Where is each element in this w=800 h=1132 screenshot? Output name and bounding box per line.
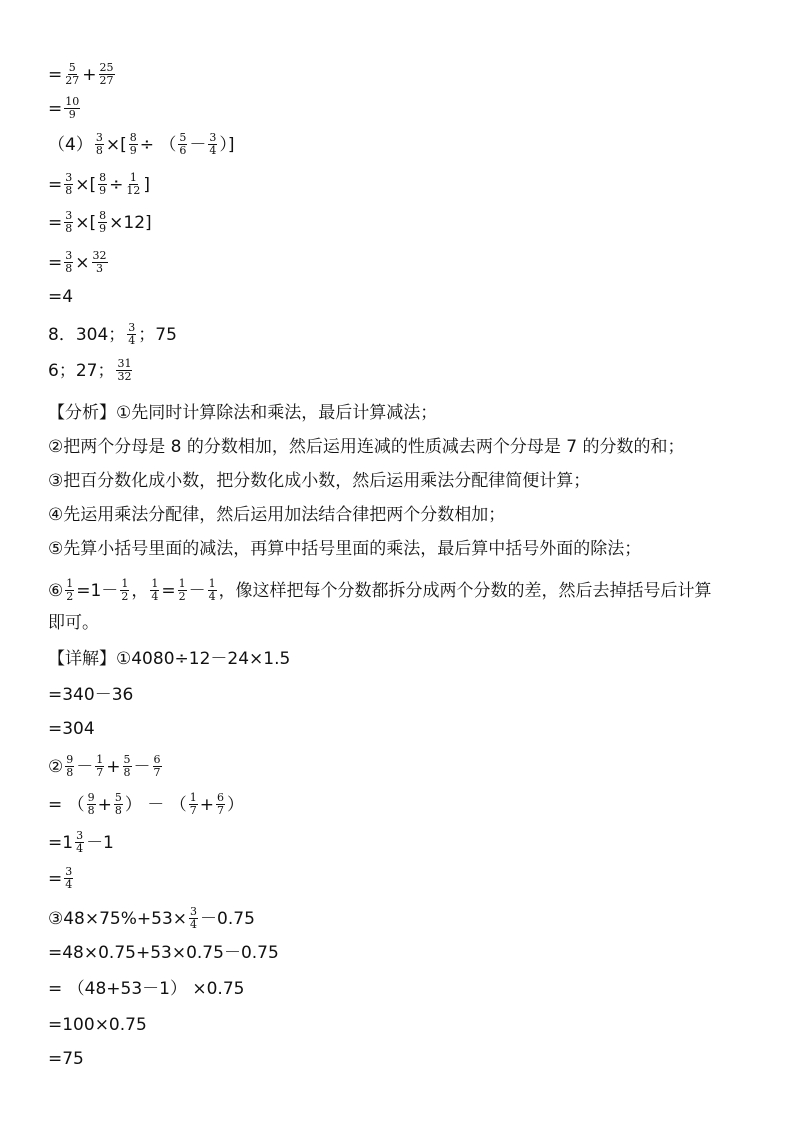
text-segment: ②把两个分母是 8 的分数相加，然后运用连减的性质减去两个分母是 7 的分数的和； xyxy=(48,437,685,457)
fraction xyxy=(64,62,80,87)
fraction-denominator: 8 xyxy=(114,804,122,817)
text-segment: ×[ xyxy=(75,174,97,195)
text-segment: 8．304； xyxy=(48,324,126,345)
text-segment: － xyxy=(188,580,206,601)
fraction-denominator: 2 xyxy=(66,590,74,603)
fraction xyxy=(65,754,74,779)
text-line xyxy=(48,792,244,817)
fraction-denominator: 6 xyxy=(179,144,187,157)
fraction xyxy=(208,578,217,603)
text-line xyxy=(48,402,437,424)
text-segment: ⑥ xyxy=(48,580,64,601)
fraction-denominator: 9 xyxy=(68,108,76,121)
text-segment: = （ xyxy=(48,794,85,815)
fraction-numerator: 5 xyxy=(123,753,131,766)
fraction xyxy=(150,578,159,603)
text-line xyxy=(48,96,82,121)
fraction-denominator: 4 xyxy=(76,842,84,855)
text-line xyxy=(48,942,279,964)
text-line xyxy=(48,470,590,492)
fraction-denominator: 8 xyxy=(87,804,95,817)
text-line xyxy=(48,132,235,157)
fraction xyxy=(98,172,107,197)
text-segment: ④先运用乘法分配律，然后运用加法结合律把两个分数相加； xyxy=(48,505,506,525)
fraction-numerator: 3 xyxy=(65,171,73,184)
fraction-numerator: 3 xyxy=(209,131,217,144)
text-line xyxy=(48,358,134,383)
text-line xyxy=(48,684,133,706)
fraction-denominator: 2 xyxy=(121,590,129,603)
fraction-numerator: 5 xyxy=(179,131,187,144)
text-segment: 【分析】①先同时计算除法和乘法，最后计算减法； xyxy=(48,403,438,423)
text-segment: －0.75 xyxy=(200,908,255,929)
fraction xyxy=(189,792,198,817)
fraction-denominator: 9 xyxy=(99,222,107,235)
fraction-denominator: 7 xyxy=(96,766,104,779)
fraction-denominator: 7 xyxy=(153,766,161,779)
fraction-numerator: 1 xyxy=(96,753,104,766)
fraction xyxy=(95,132,104,157)
text-segment: = xyxy=(48,252,63,273)
text-line xyxy=(48,978,244,1000)
text-segment: =48×0.75+53×0.75－0.75 xyxy=(48,943,279,963)
fraction xyxy=(64,866,73,891)
fraction-denominator: 2 xyxy=(178,590,186,603)
fraction xyxy=(64,96,80,121)
text-segment: （4） xyxy=(48,134,93,155)
fraction-numerator: 10 xyxy=(65,95,80,108)
text-segment: =100×0.75 xyxy=(48,1015,147,1035)
fraction-numerator: 1 xyxy=(178,577,186,590)
text-segment: + xyxy=(82,64,97,85)
fraction-numerator: 3 xyxy=(65,249,73,262)
text-line xyxy=(48,504,505,526)
fraction-denominator: 7 xyxy=(189,804,197,817)
fraction-numerator: 1 xyxy=(189,791,197,804)
fraction-denominator: 9 xyxy=(129,144,137,157)
text-line xyxy=(48,866,75,891)
text-segment: =4 xyxy=(48,287,74,307)
text-line xyxy=(48,830,114,855)
text-segment: ；75 xyxy=(138,324,177,345)
fraction-denominator: 8 xyxy=(65,222,73,235)
fraction-denominator: 9 xyxy=(99,184,107,197)
fraction-numerator: 3 xyxy=(65,865,73,878)
text-segment: ÷ （ xyxy=(139,134,177,155)
text-segment: － xyxy=(76,756,94,777)
fraction-numerator: 1 xyxy=(121,577,129,590)
fraction-numerator: 5 xyxy=(68,61,76,74)
fraction xyxy=(92,250,108,275)
fraction-denominator: 7 xyxy=(216,804,224,817)
text-segment: －1 xyxy=(86,832,114,853)
fraction-denominator: 27 xyxy=(65,74,80,87)
fraction xyxy=(116,358,132,383)
text-segment: ） xyxy=(226,794,244,815)
fraction-numerator: 1 xyxy=(151,577,159,590)
fraction xyxy=(216,792,225,817)
fraction-numerator: 9 xyxy=(87,791,95,804)
fraction-denominator: 4 xyxy=(190,918,198,931)
text-segment: + xyxy=(106,756,121,777)
fraction xyxy=(99,62,115,87)
text-segment: ，像这样把每个分数都拆分成两个分数的差，然后去掉括号后计算 xyxy=(218,580,712,601)
text-segment: ÷ xyxy=(109,174,124,195)
text-segment: ×[ xyxy=(75,212,97,233)
fraction-numerator: 3 xyxy=(190,905,198,918)
text-segment: = xyxy=(48,64,63,85)
fraction xyxy=(178,578,187,603)
fraction-numerator: 8 xyxy=(99,209,107,222)
fraction-numerator: 6 xyxy=(216,791,224,804)
fraction-denominator: 4 xyxy=(208,590,216,603)
text-segment: = xyxy=(48,174,63,195)
fraction xyxy=(65,578,74,603)
text-segment: 即可。 xyxy=(48,613,99,633)
text-line xyxy=(48,436,685,458)
fraction xyxy=(98,210,107,235)
fraction xyxy=(129,132,138,157)
fraction xyxy=(64,172,73,197)
text-line xyxy=(48,286,73,308)
fraction-numerator: 32 xyxy=(92,249,107,262)
fraction xyxy=(208,132,217,157)
fraction-numerator: 25 xyxy=(99,61,114,74)
fraction xyxy=(178,132,187,157)
text-segment: ×12] xyxy=(109,212,152,233)
text-line xyxy=(48,612,99,634)
text-line xyxy=(48,1014,147,1036)
text-line xyxy=(48,210,152,235)
text-segment: + xyxy=(199,794,214,815)
fraction xyxy=(125,172,141,197)
text-segment: ×[ xyxy=(105,134,127,155)
text-segment: ⑤先算小括号里面的减法，再算中括号里面的乘法，最后算中括号外面的除法； xyxy=(48,539,642,559)
fraction-denominator: 4 xyxy=(209,144,217,157)
fraction xyxy=(123,754,132,779)
fraction xyxy=(127,322,136,347)
fraction-denominator: 8 xyxy=(65,262,73,275)
fraction-numerator: 6 xyxy=(153,753,161,766)
text-line xyxy=(48,906,255,931)
fraction xyxy=(64,210,73,235)
fraction-denominator: 4 xyxy=(128,334,136,347)
text-line xyxy=(48,718,95,740)
fraction xyxy=(189,906,198,931)
fraction xyxy=(95,754,104,779)
fraction-denominator: 27 xyxy=(99,74,114,87)
fraction-denominator: 8 xyxy=(66,766,74,779)
fraction-denominator: 32 xyxy=(117,370,132,383)
fraction-numerator: 3 xyxy=(76,829,84,842)
text-segment: × xyxy=(75,252,90,273)
text-segment: =1－ xyxy=(76,580,119,601)
text-segment: 【详解】①4080÷12－24×1.5 xyxy=(48,649,291,669)
fraction xyxy=(153,754,162,779)
text-segment: + xyxy=(97,794,112,815)
text-segment: = xyxy=(161,580,176,601)
fraction-denominator: 3 xyxy=(96,262,103,275)
fraction-numerator: 1 xyxy=(66,577,74,590)
text-line xyxy=(48,754,164,779)
text-segment: ， xyxy=(131,580,149,601)
fraction-numerator: 3 xyxy=(65,209,73,222)
text-line xyxy=(48,1048,84,1070)
fraction xyxy=(64,250,73,275)
fraction-numerator: 8 xyxy=(129,131,137,144)
text-segment: =340－36 xyxy=(48,685,134,705)
fraction-denominator: 4 xyxy=(151,590,159,603)
text-segment: =75 xyxy=(48,1049,84,1069)
text-segment: = xyxy=(48,212,63,233)
fraction xyxy=(114,792,123,817)
fraction-numerator: 5 xyxy=(114,791,122,804)
fraction-numerator: 1 xyxy=(208,577,216,590)
text-segment: － xyxy=(189,134,207,155)
fraction-numerator: 31 xyxy=(117,357,132,370)
text-segment: = xyxy=(48,868,63,889)
text-line xyxy=(48,538,641,560)
fraction-numerator: 1 xyxy=(129,171,137,184)
text-segment: 6；27； xyxy=(48,360,115,381)
fraction xyxy=(87,792,96,817)
text-segment: = xyxy=(48,98,63,119)
text-segment: ） － （ xyxy=(124,794,187,815)
text-segment: ] xyxy=(143,174,151,195)
fraction-denominator: 8 xyxy=(123,766,131,779)
text-line xyxy=(48,648,290,670)
text-line xyxy=(48,172,150,197)
text-segment: ③48×75%+53× xyxy=(48,908,188,929)
fraction-numerator: 3 xyxy=(95,131,103,144)
fraction-denominator: 4 xyxy=(65,878,73,891)
text-line xyxy=(48,250,110,275)
fraction xyxy=(120,578,129,603)
text-line xyxy=(48,62,117,87)
text-segment: ③把百分数化成小数，把分数化成小数，然后运用乘法分配律简便计算； xyxy=(48,471,591,491)
fraction-numerator: 8 xyxy=(99,171,107,184)
fraction-numerator: 3 xyxy=(128,321,136,334)
fraction-numerator: 9 xyxy=(66,753,74,766)
text-segment: =1 xyxy=(48,832,74,853)
fraction-denominator: 8 xyxy=(95,144,103,157)
text-line xyxy=(48,322,177,347)
fraction xyxy=(75,830,84,855)
fraction-denominator: 12 xyxy=(126,184,141,197)
text-segment: =304 xyxy=(48,719,95,739)
text-segment: － xyxy=(133,756,151,777)
text-segment: ）] xyxy=(219,134,235,155)
text-line xyxy=(48,578,712,603)
text-segment: ② xyxy=(48,756,64,777)
text-segment: = （48+53－1） ×0.75 xyxy=(48,979,245,999)
fraction-denominator: 8 xyxy=(65,184,73,197)
